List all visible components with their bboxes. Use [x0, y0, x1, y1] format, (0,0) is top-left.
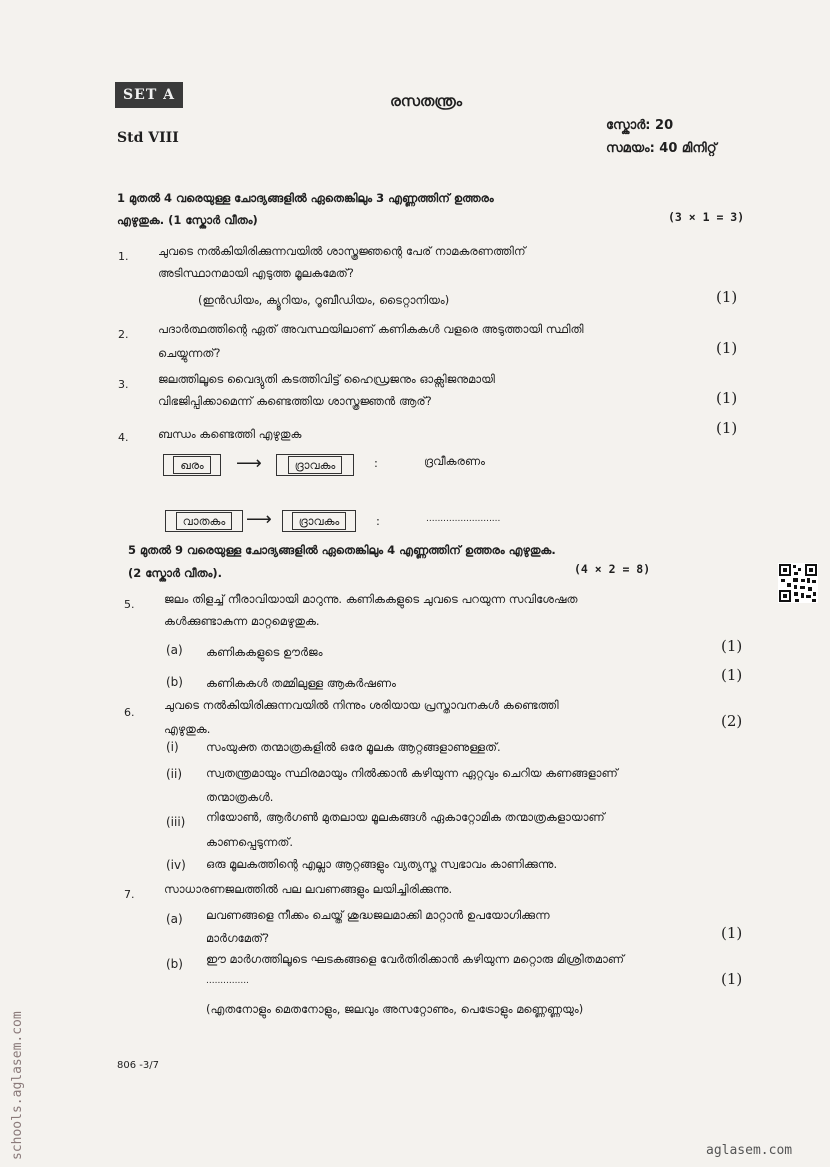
section1-marks-calc: (3 × 1 = 3)	[668, 210, 745, 224]
q1-options: (ഇൻഡിയം, ക്യൂറിയം, റൂബീഡിയം, ടൈറ്റാനിയം)	[198, 293, 450, 307]
q6-score: (2)	[721, 712, 743, 730]
q7a-text-line1: ലവണങ്ങളെ നീക്കം ചെയ്ത് ശുദ്ധജലമാക്കി മാറ്റാൻ ഉപയോഗിക്കുന്ന	[206, 908, 550, 922]
q5b-text: കണികകൾ തമ്മിലുള്ള ആകർഷണം	[206, 676, 396, 690]
q6-ii-label: (ii)	[166, 767, 183, 781]
score-label: സ്കോർ: 20	[606, 118, 674, 133]
q1-number: 1.	[118, 250, 129, 263]
q7b-label: (b)	[166, 957, 183, 971]
q5a-score: (1)	[721, 637, 743, 655]
q7b-answer-blank: ...............	[206, 976, 249, 986]
corner-watermark: aglasem.com	[706, 1143, 793, 1158]
q4-number: 4.	[118, 431, 129, 444]
q4-row2-colon: :	[376, 514, 380, 528]
q1-score: (1)	[716, 288, 738, 306]
q3-text-line1: ജലത്തിലൂടെ വൈദ്യുതി കടത്തിവിട്ട് ഹൈഡ്രജനും ഓക്സിജനുമായി	[158, 372, 495, 386]
q5-number: 5.	[124, 598, 135, 611]
q3-number: 3.	[118, 378, 129, 391]
q5-text-line2: കൾക്കുണ്ടാകുന്ന മാറ്റമെഴുതുക.	[164, 614, 320, 628]
page-code: 806 -3/7	[117, 1060, 159, 1071]
section2-instruction-line2: (2 സ്കോർ വീതം).	[128, 566, 223, 580]
qr-code-icon	[778, 563, 818, 603]
q4-score: (1)	[716, 419, 738, 437]
q4-row1-to-box	[276, 454, 354, 476]
q4-row1-to-label: ദ്രാവകം	[288, 456, 343, 474]
q6-text-line2: എഴുതുക.	[164, 722, 211, 736]
q7b-options: (എതനോളും മെതനോളും, ജലവും അസറ്റോണും, പെട്രോളും മണ്ണെണ്ണയും)	[206, 1002, 584, 1016]
q2-number: 2.	[118, 328, 129, 341]
q6-iii-text-line2: കാണപ്പെടുന്നത്.	[206, 835, 294, 849]
q4-row1-answer: ദ്രവീകരണം	[424, 454, 485, 468]
q4-row2-to-label: ദ്രാവകം	[292, 512, 347, 530]
q7-text-line1: സാധാരണജലത്തിൽ പല ലവണങ്ങളും ലയിച്ചിരിക്കുന്നു.	[164, 882, 453, 896]
q6-iv-text: ഒരു മൂലകത്തിന്റെ എല്ലാ ആറ്റങ്ങളും വ്യത്യസ്ത സ്വഭാവം കാണിക്കുന്നു.	[206, 857, 558, 871]
q7b-text-line1: ഈ മാർഗത്തിലൂടെ ഘടകങ്ങളെ വേർതിരിക്കാൻ കഴിയുന്ന മറ്റൊരു മിശ്രിതമാണ്	[206, 952, 625, 966]
q6-iii-label: (iii)	[166, 815, 186, 829]
q6-ii-text-line1: സ്വതന്ത്രമായും സ്ഥിരമായും നിൽക്കാൻ കഴിയുന്ന ഏറ്റവും ചെറിയ കണങ്ങളാണ്	[206, 766, 618, 780]
q4-row1-colon: :	[374, 456, 378, 470]
side-watermark: schools.aglasem.com	[10, 1011, 25, 1160]
q7a-score: (1)	[721, 924, 743, 942]
section2-instruction-line1: 5 മുതൽ 9 വരെയുള്ള ചോദ്യങ്ങളിൽ ഏതെങ്കിലും 4 എണ്ണത്തിന് ഉത്തരം എഴുതുക.	[128, 543, 556, 557]
q6-iii-text-line1: നിയോൺ, ആർഗൺ മുതലായ മൂലകങ്ങൾ ഏകാറ്റോമിക തന്മാത്രകളായാണ്	[206, 810, 605, 824]
q4-row2-from-box	[165, 510, 243, 532]
q6-ii-text-line2: തന്മാത്രകൾ.	[206, 790, 274, 804]
arrow-right-icon: ⟶	[236, 453, 262, 474]
q6-number: 6.	[124, 706, 135, 719]
section1-instruction-line2: എഴുതുക. (1 സ്കോർ വീതം)	[117, 213, 258, 227]
q3-text-line2: വിഭജിപ്പിക്കാമെന്ന് കണ്ടെത്തിയ ശാസ്ത്രജ്ഞൻ ആര്?	[158, 394, 432, 408]
q4-row2-from-label: വാതകം	[176, 512, 233, 530]
q4-row2-to-box	[282, 510, 356, 532]
q2-text-line1: പദാർത്ഥത്തിന്റെ ഏത് അവസ്ഥയിലാണ് കണികകൾ വളരെ അടുത്തായി സ്ഥിതി	[158, 322, 584, 336]
q5a-text: കണികകളുടെ ഊർജം	[206, 645, 323, 659]
set-badge: SET A	[115, 82, 183, 108]
q4-row1-from-box	[163, 454, 221, 476]
paper-title: രസതന്ത്രം	[390, 92, 463, 110]
q4-row1-from-label: ഖരം	[173, 456, 211, 474]
section2-marks-calc: (4 × 2 = 8)	[574, 562, 651, 576]
q7a-label: (a)	[166, 912, 183, 926]
q6-iv-label: (iv)	[166, 858, 186, 872]
q7-number: 7.	[124, 888, 135, 901]
standard-label: Std VIII	[117, 130, 179, 146]
q3-score: (1)	[716, 389, 738, 407]
section1-instruction-line1: 1 മുതൽ 4 വരെയുള്ള ചോദ്യങ്ങളിൽ ഏതെങ്കിലും 3 എണ്ണത്തിന് ഉത്തരം	[117, 191, 494, 205]
q5b-score: (1)	[721, 666, 743, 684]
q2-text-line2: ചെയ്യുന്നത്?	[158, 346, 221, 360]
q5-text-line1: ജലം തിളച്ച് നീരാവിയായി മാറുന്നു. കണികകളുടെ ചുവടെ പറയുന്ന സവിശേഷത	[164, 592, 578, 606]
q1-text-line2: അടിസ്ഥാനമായി എടുത്ത മൂലകമേത്?	[158, 266, 354, 280]
q7a-text-line2: മാർഗമേത്?	[206, 931, 270, 945]
q1-text-line1: ചുവടെ നൽകിയിരിക്കുന്നവയിൽ ശാസ്ത്രജ്ഞന്റെ പേര് നാമകരണത്തിന്	[158, 244, 526, 258]
q2-score: (1)	[716, 339, 738, 357]
q4-text-line1: ബന്ധം കണ്ടെത്തി എഴുതുക	[158, 427, 302, 441]
q5a-label: (a)	[166, 643, 183, 657]
q4-row2-answer-blank: ..........................	[426, 514, 501, 524]
q7b-score: (1)	[721, 970, 743, 988]
q6-text-line1: ചുവടെ നൽകിയിരിക്കുന്നവയിൽ നിന്നും ശരിയായ പ്രസ്താവനകൾ കണ്ടെത്തി	[164, 698, 559, 712]
time-label: സമയം: 40 മിനിറ്റ്	[606, 141, 717, 156]
arrow-right-icon: ⟶	[246, 509, 272, 530]
q6-i-label: (i)	[166, 740, 179, 754]
q6-i-text: സംയുക്ത തന്മാത്രകളിൽ ഒരേ മൂലക ആറ്റങ്ങളാണുള്ളത്.	[206, 740, 501, 754]
q5b-label: (b)	[166, 675, 183, 689]
